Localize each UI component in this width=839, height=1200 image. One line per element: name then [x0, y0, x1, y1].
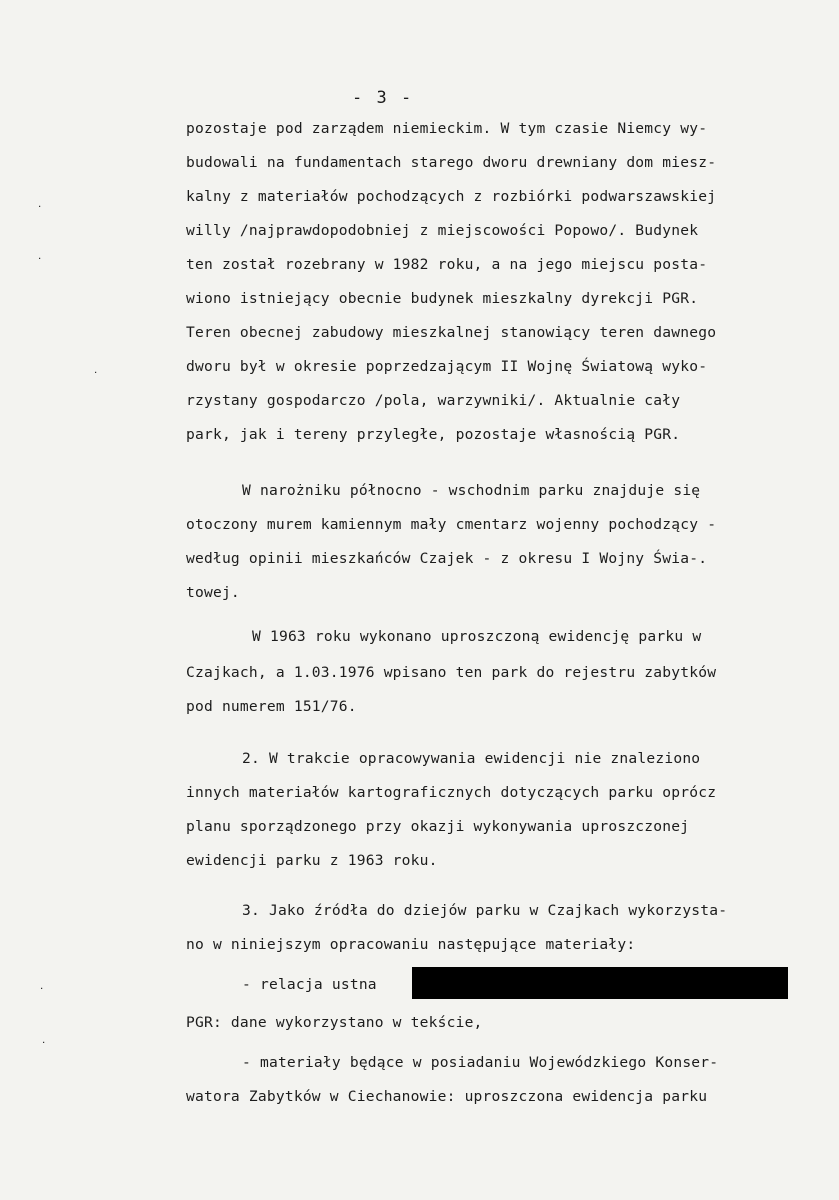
text-line: 3. Jako źródła do dziejów parku w Czajkach wykorzysta-	[242, 902, 728, 919]
margin-mark: ˙	[92, 370, 100, 384]
text-line: - materiały będące w posiadaniu Wojewódzkiego Konser-	[242, 1054, 719, 1071]
text-line: W 1963 roku wykonano uproszczoną ewidencję parku w	[252, 628, 702, 645]
text-line: 2. W trakcie opracowywania ewidencji nie znaleziono	[242, 750, 701, 767]
text-line: ewidencji parku z 1963 roku.	[186, 852, 438, 869]
text-line: - relacja ustna	[242, 976, 377, 993]
text-line: pod numerem 151/76.	[186, 698, 357, 715]
text-line: według opinii mieszkańców Czajek - z okresu I Wojny Świa-.	[186, 550, 708, 567]
text-line: willy /najprawdopodobniej z miejscowości Popowo/. Budynek	[186, 222, 699, 239]
text-line: pozostaje pod zarządem niemieckim. W tym czasie Niemcy wy-	[186, 120, 708, 137]
text-line: park, jak i tereny przyległe, pozostaje własnością PGR.	[186, 426, 681, 443]
text-line: dworu był w okresie poprzedzającym II Wojnę Światową wyko-	[186, 358, 708, 375]
text-line: planu sporządzonego przy okazji wykonywania uproszczonej	[186, 818, 690, 835]
text-line: rzystany gospodarczo /pola, warzywniki/. Aktualnie cały	[186, 392, 681, 409]
redaction-bar	[412, 967, 788, 999]
text-line: PGR: dane wykorzystano w tekście,	[186, 1014, 483, 1031]
text-line: ten został rozebrany w 1982 roku, a na jego miejscu posta-	[186, 256, 708, 273]
text-line: W narożniku północno - wschodnim parku znajduje się	[242, 482, 701, 499]
margin-mark: ˙	[38, 986, 46, 1000]
text-line: no w niniejszym opracowaniu następujące materiały:	[186, 936, 636, 953]
text-line: watora Zabytków w Ciechanowie: uproszczona ewidencja parku	[186, 1088, 708, 1105]
text-line: otoczony murem kamiennym mały cmentarz wojenny pochodzący -	[186, 516, 717, 533]
text-line: Teren obecnej zabudowy mieszkalnej stanowiący teren dawnego	[186, 324, 717, 341]
text-line: wiono istniejący obecnie budynek mieszkalny dyrekcji PGR.	[186, 290, 699, 307]
text-line: Czajkach, a 1.03.1976 wpisano ten park do rejestru zabytków	[186, 664, 717, 681]
page-number: - 3 -	[352, 88, 414, 108]
margin-mark: ˙	[36, 256, 44, 270]
text-line: towej.	[186, 584, 240, 601]
text-line: budowali na fundamentach starego dworu drewniany dom miesz-	[186, 154, 717, 171]
text-line: innych materiałów kartograficznych dotyczących parku oprócz	[186, 784, 717, 801]
margin-mark: ˙	[36, 204, 44, 218]
margin-mark: ˙	[40, 1040, 48, 1054]
text-line: kalny z materiałów pochodzących z rozbiórki podwarszawskiej	[186, 188, 717, 205]
